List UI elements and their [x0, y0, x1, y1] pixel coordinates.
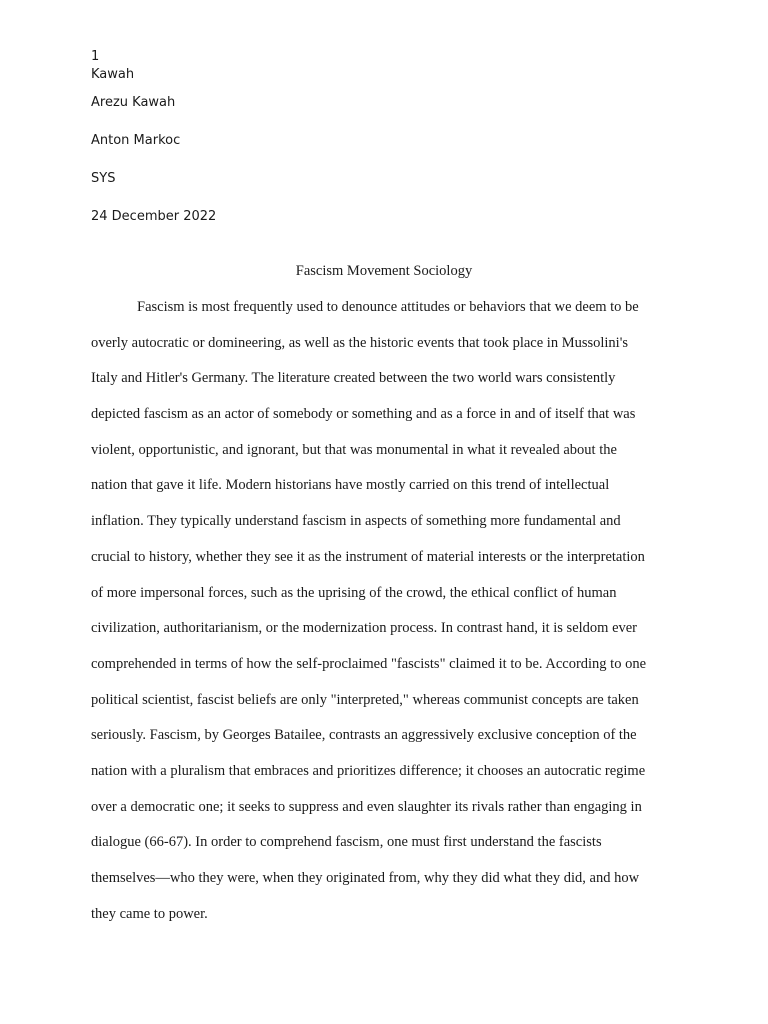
paragraph-line: overly autocratic or domineering, as well as the historic events that took place in Mussolini's	[91, 334, 628, 351]
body-paragraph	[91, 298, 691, 940]
paragraph-line: violent, opportunistic, and ignorant, but that was monumental in what it revealed about the	[91, 441, 617, 458]
paragraph-line: of more impersonal forces, such as the uprising of the crowd, the ethical conflict of human	[91, 584, 617, 601]
paragraph-line: Fascism is most frequently used to denounce attitudes or behaviors that we deem to be	[137, 299, 639, 315]
paragraph-line: nation with a pluralism that embraces and prioritizes difference; it chooses an autocratic regime	[91, 762, 646, 779]
document-title: Fascism Movement Sociology	[295, 263, 473, 279]
paragraph-line: political scientist, fascist beliefs are only "interpreted," whereas communist concepts are taken	[91, 691, 639, 708]
course-name: SYS	[91, 171, 116, 186]
paragraph-line: themselves—who they were, when they originated from, why they did what they did, and how	[91, 870, 640, 886]
paragraph-line: over a democratic one; it seeks to suppress and even slaughter its rivals rather than engaging in	[91, 798, 642, 815]
paragraph-line: civilization, authoritarianism, or the modernization process. In contrast hand, it is seldom ever	[91, 620, 638, 637]
page-number: 1	[91, 49, 100, 64]
author-name: Arezu Kawah	[91, 95, 176, 110]
paragraph-line: they came to power.	[91, 905, 208, 922]
paragraph-line: dialogue (66-67). In order to comprehend fascism, one must first understand the fascists	[91, 834, 602, 851]
paragraph-line: comprehended in terms of how the self-proclaimed "fascists" claimed it to be. According to one	[91, 655, 647, 672]
paragraph-line: seriously. Fascism, by Georges Batailee, contrasts an aggressively exclusive conception of the	[91, 727, 637, 744]
paragraph-line: Italy and Hitler's Germany. The literature created between the two world wars consistently	[91, 370, 616, 387]
instructor-name: Anton Markoc	[91, 133, 181, 148]
running-head: Kawah	[91, 67, 135, 82]
paragraph-line: inflation. They typically understand fascism in aspects of something more fundamental and	[91, 513, 621, 530]
submission-date: 24 December 2022	[91, 209, 217, 224]
paragraph-line: depicted fascism as an actor of somebody or something and as a force in and of itself that was	[91, 406, 636, 423]
paragraph-line: nation that gave it life. Modern historians have mostly carried on this trend of intellectual	[91, 477, 610, 494]
page-header	[91, 48, 134, 84]
paragraph-line: crucial to history, whether they see it as the instrument of material interests or the interpretation	[91, 548, 645, 565]
